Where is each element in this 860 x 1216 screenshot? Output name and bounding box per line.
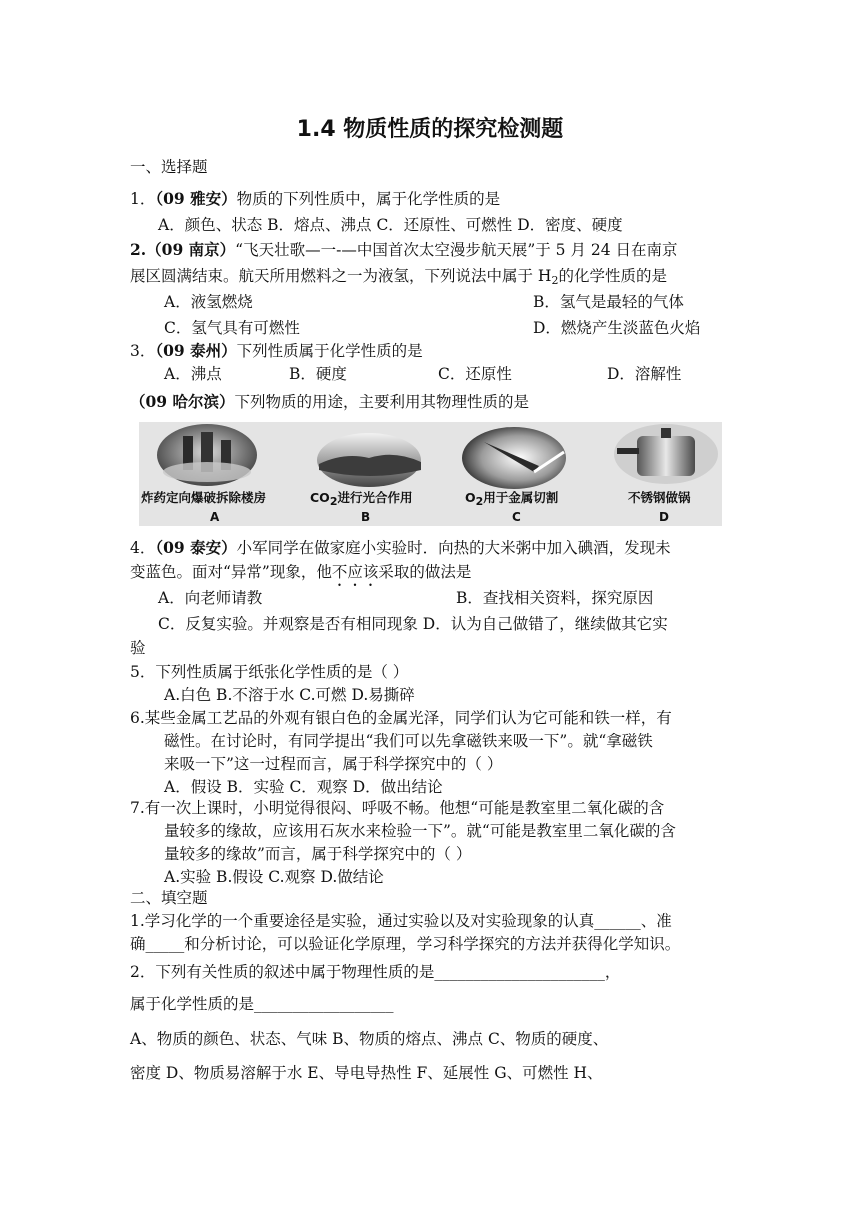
question-text: 1.学习化学的一个重要途径是实验，通过实验以及对实验现象的认真 <box>130 912 595 930</box>
fill-1-line-2 <box>130 934 680 954</box>
question-6-line-2: 磁性。在讨论时，有同学提出“我们可以先拿磁铁来吸一下”。就“拿磁铁 <box>164 732 653 750</box>
figure-caption-d: 不锈钢做锅 <box>628 490 691 505</box>
pot-handle <box>661 428 671 438</box>
question-5-options: A.白色 B.不溶于水 C.可燃 D.易撕碎 <box>164 686 415 704</box>
question-4-option-cd: C．反复实验。并观察是否有相同现象 D．认为自己做错了，继续做其它实 <box>158 615 668 633</box>
fill-1-line-1 <box>130 911 672 931</box>
question-2-option-a: A．液氢燃烧 <box>164 293 253 311</box>
answer-blank: _____ <box>145 935 185 953</box>
page-title: 1.4 物质性质的探究检测题 <box>296 117 564 142</box>
figure-caption-a: 炸药定向爆破拆除楼房 <box>141 490 267 505</box>
question-number: 3． <box>130 342 156 360</box>
source-tag: （09 泰州） <box>155 341 237 360</box>
figure-label-c: C <box>512 510 521 524</box>
caption-text: 进行光合作用 <box>337 490 413 505</box>
section-heading-fill: 二、填空题 <box>130 889 208 907</box>
question-3-stem <box>130 341 423 361</box>
question-3-option-d: D．溶解性 <box>607 365 682 383</box>
question-2-option-c: C．氢气具有可燃性 <box>164 319 300 337</box>
question-3-option-c: C．还原性 <box>438 365 512 383</box>
question-text: 的化学性质的是 <box>558 267 667 285</box>
question-text: 属于化学性质的是 <box>130 995 255 1013</box>
figure-label-a: A <box>210 510 220 524</box>
question-text: 变蓝色。面对“异常”现象，他 <box>130 563 332 581</box>
question-text: 小军同学在做家庭小实验时．向热的大米粥中加入碘酒，发现未 <box>236 539 671 557</box>
question-text: 、准 <box>640 912 672 930</box>
dust-cloud <box>163 462 251 482</box>
question-7-options: A.实验 B.假设 C.观察 D.做结论 <box>164 868 384 886</box>
emphasized-text: 不应该 <box>331 563 379 581</box>
question-text: 确 <box>130 935 146 953</box>
question-1-options: A．颜色、状态 B．熔点、沸点 C．还原性、可燃性 D．密度、硬度 <box>158 216 623 234</box>
source-tag: （09 哈尔滨） <box>130 392 235 411</box>
question-text: 下列性质属于化学性质的是 <box>236 342 423 360</box>
question-2-option-b: B．氢气是最轻的气体 <box>533 293 684 311</box>
question-5-stem: 5．下列性质属于纸张化学性质的是（ ） <box>130 663 409 681</box>
subscript: 2 <box>329 495 338 508</box>
question-7-line-1: 7.有一次上课时，小明觉得很闷、呼吸不畅。他想“可能是教室里二氧化碳的含 <box>130 799 665 817</box>
source-tag: （09 泰安） <box>155 538 237 557</box>
pot-side-handle <box>617 448 639 454</box>
subscript: 2 <box>551 274 559 287</box>
question-number: 1． <box>130 190 156 208</box>
figure-caption-b <box>310 488 412 508</box>
caption-text: O <box>465 490 476 505</box>
question-6-options: A．假设 B．实验 C．观察 D．做出结论 <box>164 778 443 796</box>
subscript: 2 <box>475 495 484 508</box>
question-4-stem <box>130 538 671 558</box>
source-tag: （09 雅安） <box>155 189 237 208</box>
question-text: 2．下列有关性质的叙述中属于物理性质的是 <box>130 963 435 981</box>
question-text: 采取的做法是 <box>378 563 472 581</box>
fill-2-line-1 <box>130 962 620 982</box>
question-text: 物质的下列性质中，属于化学性质的是 <box>236 190 501 208</box>
question-6-line-1: 6.某些金属工艺品的外观有银白色的金属光泽，同学们认为它可能和铁一样，有 <box>130 709 672 727</box>
question-text: 和分析讨论，可以验证化学原理，学习科学探究的方法并获得化学知识。 <box>184 935 681 953</box>
question-text: ， <box>604 963 621 981</box>
source-tag: 2.（09 南京） <box>130 240 236 259</box>
question-2-option-d: D．燃烧产生淡蓝色火焰 <box>533 319 701 337</box>
question-1-stem <box>130 189 500 209</box>
figure-illustrations <box>139 422 722 526</box>
question-harbin-stem <box>130 392 529 412</box>
question-7-line-3: 量较多的缘故”而言，属于科学探究中的（ ） <box>164 845 472 863</box>
question-text: 下列物质的用途，主要利用其物理性质的是 <box>234 393 529 411</box>
question-2-stem <box>130 240 678 260</box>
fill-2-line-2 <box>130 994 394 1014</box>
question-4-option-b: B．查找相关资料，探究原因 <box>456 589 654 607</box>
question-number: 4． <box>130 539 156 557</box>
answer-blank: ______ <box>594 912 641 930</box>
question-text: “飞天壮歌—一-—中国首次太空漫步航天展”于 5 月 24 日在南京 <box>235 241 678 259</box>
question-4-stem-cont <box>130 562 471 590</box>
answer-blank: __________________ <box>254 995 394 1013</box>
question-3-option-a: A．沸点 <box>164 365 222 383</box>
figure-label-b: B <box>361 510 371 524</box>
options-figure <box>139 422 722 526</box>
figure-caption-c <box>465 488 558 508</box>
caption-text: 用于金属切割 <box>483 490 559 505</box>
figure-label-d: D <box>659 510 669 524</box>
question-3-option-b: B．硬度 <box>289 365 347 383</box>
caption-text: CO <box>310 490 330 505</box>
question-text: 展区圆满结束。航天所用燃料之一为液氢，下列说法中属于 H <box>130 267 552 285</box>
question-2-stem-cont <box>130 266 667 291</box>
question-4-option-cd-cont: 验 <box>130 639 146 657</box>
question-7-line-2: 量较多的缘故，应该用石灰水来检验一下”。就“可能是教室里二氧化碳的含 <box>164 822 676 840</box>
answer-blank: ______________________ <box>434 963 605 981</box>
fill-2-options-line-2: 密度 D、物质易溶解于水 E、导电导热性 F、延展性 G、可燃性 H、 <box>130 1064 603 1082</box>
question-4-option-a: A．向老师请教 <box>158 589 263 607</box>
section-heading-choice: 一、选择题 <box>130 158 208 176</box>
steel-pot <box>637 436 695 476</box>
fill-2-options-line-1: A、物质的颜色、状态、气味 B、物质的熔点、沸点 C、物质的硬度、 <box>130 1030 609 1048</box>
question-6-line-3: 来吸一下”这一过程而言，属于科学探究中的（ ） <box>164 755 503 773</box>
